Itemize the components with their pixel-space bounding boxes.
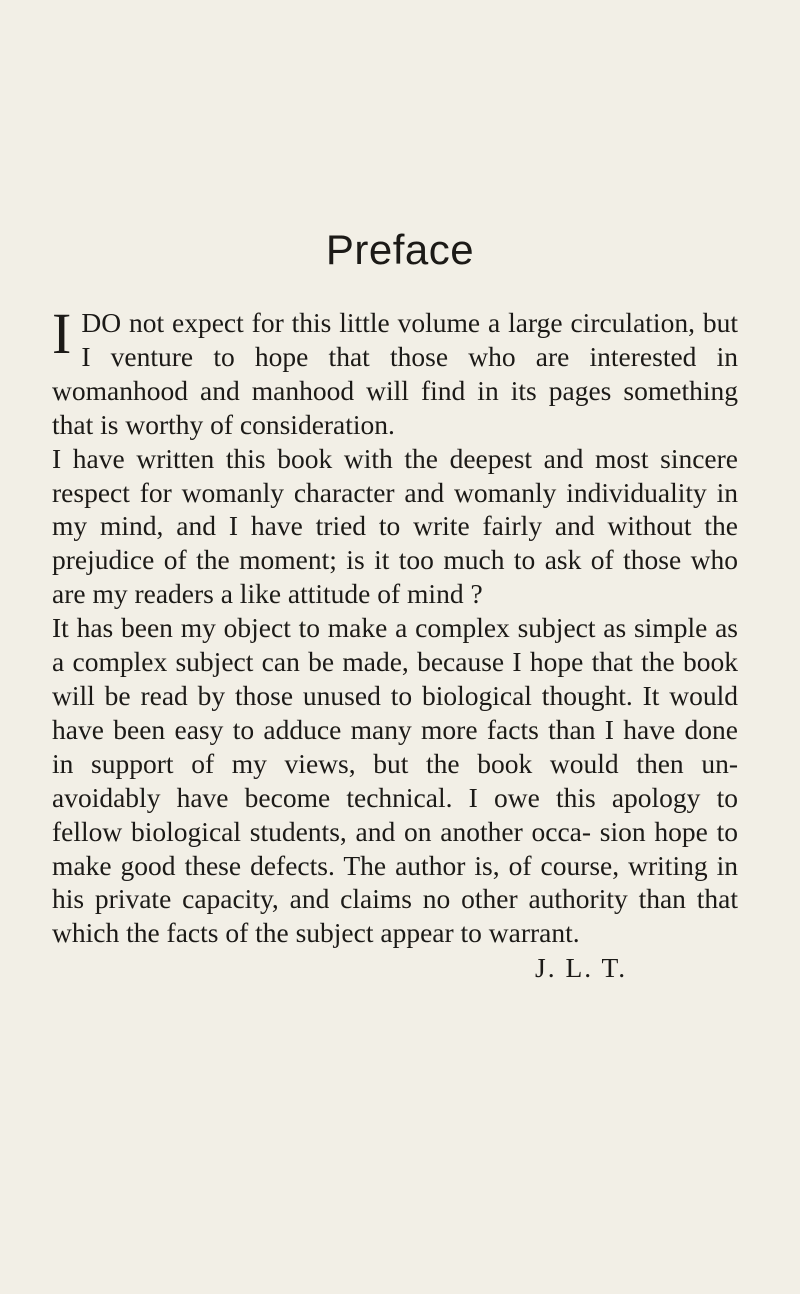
page-title: Preface	[325, 226, 475, 273]
preface-body	[52, 301, 738, 950]
paragraph-1	[52, 301, 738, 442]
paragraph-3: It has been my object to make a complex subject as simple as a complex subject can be made, because I hope that the book will be read by those unused to biological thought. It would have been easy to adduce many more facts than I have done in support of my views, but the book would then un- avoidably have become technical. I owe this apology to fellow biological students, and on another occa- sion hope to make good these defects. The author is, of course, writing in his private capacity, and claims no other authority than that which the facts of the subject appear to warrant.	[52, 612, 738, 949]
author-initials: J. L. T.	[535, 952, 628, 983]
paragraph-1-text: DO not expect for this little volume a large circulation, but I venture to hope that those who are interested in womanhood and manhood will find in its pages something that is worthy of consideration.	[52, 307, 738, 440]
paragraph-2: I have written this book with the deepest and most sincere respect for womanly character and womanly individuality in my mind, and I have tried to write fairly and without the prejudice of the moment; is it too much to ask of those who are my readers a like attitude of mind ?	[52, 442, 738, 610]
drop-cap: I	[52, 301, 72, 366]
